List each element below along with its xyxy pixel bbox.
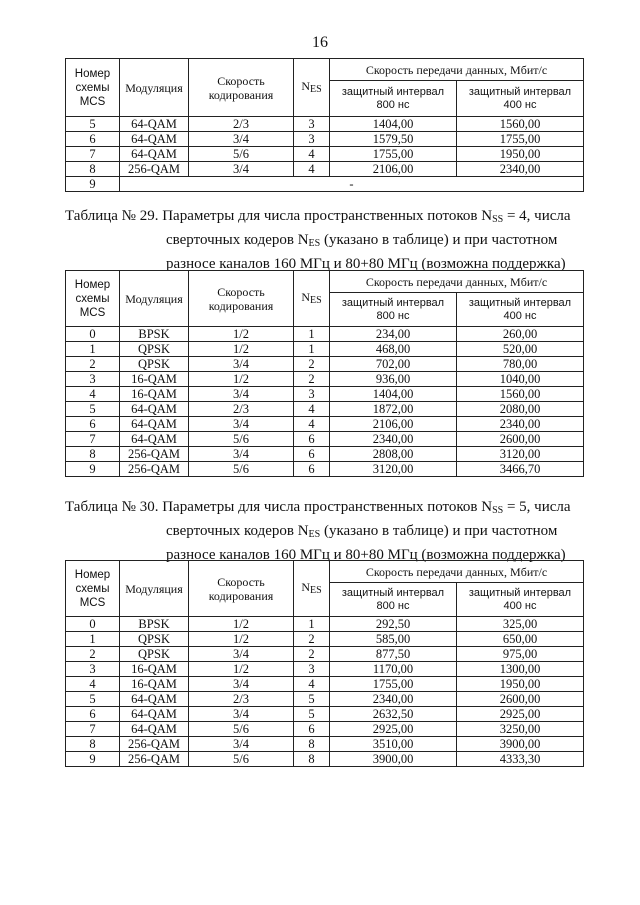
cell-coding-rate: 3/4: [189, 677, 294, 692]
cell-mcs: 5: [66, 402, 120, 417]
cell-rate-400ns: 3120,00: [457, 447, 584, 462]
cell-rate-400ns: 780,00: [457, 357, 584, 372]
cell-modulation: QPSK: [120, 632, 189, 647]
cell-modulation: 16-QAM: [120, 677, 189, 692]
cell-nes: 4: [294, 162, 330, 177]
cell-rate-400ns: 1560,00: [457, 117, 584, 132]
cell-modulation: BPSK: [120, 617, 189, 632]
cell-nes: 4: [294, 417, 330, 432]
cell-rate-400ns: 2080,00: [457, 402, 584, 417]
table-row: [66, 692, 584, 707]
cell-rate-800ns: 1170,00: [330, 662, 457, 677]
cell-rate-400ns: 2600,00: [457, 692, 584, 707]
cell-rate-400ns: 1950,00: [457, 677, 584, 692]
table-row: [66, 677, 584, 692]
cell-mcs: 4: [66, 387, 120, 402]
cell-nes: 6: [294, 447, 330, 462]
cell-mcs: 9: [66, 177, 120, 192]
cell-modulation: BPSK: [120, 327, 189, 342]
table-row: [66, 432, 584, 447]
table-row: [66, 327, 584, 342]
cell-mcs: 8: [66, 162, 120, 177]
cell-rate-400ns: 2925,00: [457, 707, 584, 722]
cell-mcs: 3: [66, 372, 120, 387]
cell-rate-800ns: 3510,00: [330, 737, 457, 752]
header-mcs: Номер схемы MCS: [66, 271, 120, 327]
cell-coding-rate: 3/4: [189, 132, 294, 147]
cell-nes: 3: [294, 662, 330, 677]
cell-rate-800ns: 2808,00: [330, 447, 457, 462]
cell-mcs: 3: [66, 662, 120, 677]
cell-coding-rate: 5/6: [189, 147, 294, 162]
cell-nes: 3: [294, 132, 330, 147]
table-row: [66, 402, 584, 417]
cell-rate-400ns: 260,00: [457, 327, 584, 342]
cell-coding-rate: 3/4: [189, 357, 294, 372]
header-mcs: Номер схемы MCS: [66, 59, 120, 117]
cell-modulation: 64-QAM: [120, 692, 189, 707]
cell-rate-800ns: 234,00: [330, 327, 457, 342]
cell-mcs: 5: [66, 692, 120, 707]
table-row: [66, 342, 584, 357]
cell-coding-rate: 1/2: [189, 617, 294, 632]
cell-coding-rate: 3/4: [189, 387, 294, 402]
cell-coding-rate: 1/2: [189, 662, 294, 677]
cell-nes: 5: [294, 707, 330, 722]
cell-mcs: 5: [66, 117, 120, 132]
cell-rate-800ns: 3900,00: [330, 752, 457, 767]
table-row: [66, 177, 584, 192]
cell-mcs: 8: [66, 737, 120, 752]
cell-nes: 1: [294, 327, 330, 342]
cell-rate-800ns: 1872,00: [330, 402, 457, 417]
cell-modulation: QPSK: [120, 357, 189, 372]
cell-nes: 4: [294, 402, 330, 417]
cell-modulation: 64-QAM: [120, 132, 189, 147]
table-row: [66, 647, 584, 662]
cell-coding-rate: 5/6: [189, 752, 294, 767]
table-row: [66, 662, 584, 677]
cell-mcs: 7: [66, 147, 120, 162]
cell-nes: 2: [294, 357, 330, 372]
cell-rate-800ns: 2340,00: [330, 692, 457, 707]
table-row: [66, 132, 584, 147]
cell-mcs: 8: [66, 447, 120, 462]
cell-rate-400ns: 2340,00: [457, 162, 584, 177]
table-row: [66, 417, 584, 432]
table-29: [65, 270, 584, 477]
cell-mcs: 0: [66, 327, 120, 342]
cell-mcs: 0: [66, 617, 120, 632]
cell-mcs: 6: [66, 707, 120, 722]
cell-modulation: 64-QAM: [120, 722, 189, 737]
page-number: 16: [312, 34, 328, 51]
header-coding-rate: Скорость кодирования: [189, 59, 294, 117]
cell-nes: 1: [294, 617, 330, 632]
cell-modulation: 16-QAM: [120, 387, 189, 402]
header-coding-rate: Скорость кодирования: [189, 561, 294, 617]
table-row: [66, 752, 584, 767]
cell-rate-800ns: 702,00: [330, 357, 457, 372]
cell-rate-400ns: 2600,00: [457, 432, 584, 447]
cell-rate-800ns: 2340,00: [330, 432, 457, 447]
header-mcs: Номер схемы MCS: [66, 561, 120, 617]
header-coding-rate: Скорость кодирования: [189, 271, 294, 327]
cell-modulation: 256-QAM: [120, 162, 189, 177]
header-data-rate: Скорость передачи данных, Мбит/с: [330, 271, 584, 293]
cell-rate-400ns: 325,00: [457, 617, 584, 632]
cell-modulation: 256-QAM: [120, 752, 189, 767]
cell-coding-rate: 3/4: [189, 162, 294, 177]
header-gi-800: защитный интервал 800 нс: [330, 81, 457, 117]
cell-nes: 3: [294, 387, 330, 402]
header-nes: $N_{ES}$: [294, 59, 330, 117]
header-modulation: Модуляция: [120, 59, 189, 117]
header-modulation: Модуляция: [120, 271, 189, 327]
cell-coding-rate: 3/4: [189, 417, 294, 432]
cell-modulation: 256-QAM: [120, 462, 189, 477]
cell-coding-rate: 5/6: [189, 462, 294, 477]
cell-rate-800ns: 585,00: [330, 632, 457, 647]
cell-mcs: 2: [66, 647, 120, 662]
cell-rate-400ns: 3466,70: [457, 462, 584, 477]
cell-rate-800ns: 1404,00: [330, 117, 457, 132]
cell-rate-400ns: 2340,00: [457, 417, 584, 432]
header-nes: $N_{ES}$: [294, 271, 330, 327]
cell-mcs: 1: [66, 632, 120, 647]
cell-coding-rate: 2/3: [189, 402, 294, 417]
cell-coding-rate: 2/3: [189, 117, 294, 132]
cell-nes: 2: [294, 632, 330, 647]
cell-rate-400ns: 3250,00: [457, 722, 584, 737]
cell-coding-rate: 3/4: [189, 447, 294, 462]
table-29-caption: Таблица № 29. Параметры для числа пространственных потоков $N_{SS} = 4$, числа сверточных кодеров $N_{ES}$ (указано в таблице) и при частотном разносе каналов 160 МГц и 80+80 МГц (возможна поддержка): [65, 208, 571, 272]
cell-rate-800ns: 3120,00: [330, 462, 457, 477]
table-30: [65, 560, 584, 767]
cell-nes: 4: [294, 677, 330, 692]
table-row: [66, 617, 584, 632]
cell-rate-800ns: 2106,00: [330, 417, 457, 432]
table-row: [66, 357, 584, 372]
header-gi-400: защитный интервал 400 нс: [457, 293, 584, 327]
cell-coding-rate: 5/6: [189, 722, 294, 737]
cell-rate-400ns: 1950,00: [457, 147, 584, 162]
cell-mcs: 1: [66, 342, 120, 357]
cell-modulation: QPSK: [120, 342, 189, 357]
table-row: [66, 117, 584, 132]
cell-coding-rate: 1/2: [189, 327, 294, 342]
cell-rate-800ns: 936,00: [330, 372, 457, 387]
cell-modulation: 256-QAM: [120, 447, 189, 462]
cell-rate-800ns: 292,50: [330, 617, 457, 632]
cell-nes: 6: [294, 722, 330, 737]
cell-modulation: 64-QAM: [120, 402, 189, 417]
cell-modulation: 16-QAM: [120, 372, 189, 387]
cell-mcs: 4: [66, 677, 120, 692]
cell-coding-rate: 3/4: [189, 737, 294, 752]
cell-modulation: 64-QAM: [120, 117, 189, 132]
cell-rate-400ns: 1755,00: [457, 132, 584, 147]
cell-rate-400ns: 1040,00: [457, 372, 584, 387]
table-row: [66, 387, 584, 402]
cell-coding-rate: 1/2: [189, 372, 294, 387]
cell-mcs: 9: [66, 462, 120, 477]
table-row: [66, 737, 584, 752]
cell-nes: 2: [294, 372, 330, 387]
header-data-rate: Скорость передачи данных, Мбит/с: [330, 59, 584, 81]
header-modulation: Модуляция: [120, 561, 189, 617]
cell-mcs: 7: [66, 722, 120, 737]
cell-rate-400ns: 1300,00: [457, 662, 584, 677]
table-row: [66, 462, 584, 477]
cell-mcs: 2: [66, 357, 120, 372]
cell-mcs: 6: [66, 417, 120, 432]
cell-mcs: 9: [66, 752, 120, 767]
cell-nes: 6: [294, 462, 330, 477]
cell-nes: 6: [294, 432, 330, 447]
cell-rate-800ns: 2632,50: [330, 707, 457, 722]
cell-coding-rate: 2/3: [189, 692, 294, 707]
cell-nes: 1: [294, 342, 330, 357]
header-gi-400: защитный интервал 400 нс: [457, 583, 584, 617]
cell-merged: -: [120, 177, 584, 192]
cell-mcs: 7: [66, 432, 120, 447]
cell-modulation: 64-QAM: [120, 707, 189, 722]
cell-modulation: QPSK: [120, 647, 189, 662]
cell-modulation: 16-QAM: [120, 662, 189, 677]
cell-coding-rate: 3/4: [189, 707, 294, 722]
cell-nes: 4: [294, 147, 330, 162]
cell-nes: 5: [294, 692, 330, 707]
cell-rate-800ns: 877,50: [330, 647, 457, 662]
cell-rate-400ns: 520,00: [457, 342, 584, 357]
header-gi-400: защитный интервал 400 нс: [457, 81, 584, 117]
cell-rate-800ns: 1404,00: [330, 387, 457, 402]
cell-coding-rate: 1/2: [189, 632, 294, 647]
cell-rate-800ns: 1579,50: [330, 132, 457, 147]
table-row: [66, 162, 584, 177]
cell-nes: 8: [294, 752, 330, 767]
table-row: [66, 722, 584, 737]
cell-modulation: 64-QAM: [120, 432, 189, 447]
cell-nes: 8: [294, 737, 330, 752]
cell-rate-800ns: 1755,00: [330, 147, 457, 162]
table-row: [66, 707, 584, 722]
cell-coding-rate: 5/6: [189, 432, 294, 447]
cell-rate-400ns: 3900,00: [457, 737, 584, 752]
cell-rate-400ns: 4333,30: [457, 752, 584, 767]
cell-coding-rate: 1/2: [189, 342, 294, 357]
cell-rate-800ns: 468,00: [330, 342, 457, 357]
table-30-caption: Таблица № 30. Параметры для числа пространственных потоков $N_{SS} = 5$, числа сверточных кодеров $N_{ES}$ (указано в таблице) и при частотном разносе каналов 160 МГц и 80+80 МГц (возможна поддержка): [65, 499, 571, 563]
cell-rate-800ns: 2106,00: [330, 162, 457, 177]
cell-modulation: 256-QAM: [120, 737, 189, 752]
table-row: [66, 447, 584, 462]
cell-mcs: 6: [66, 132, 120, 147]
table-row: [66, 147, 584, 162]
table-row: [66, 632, 584, 647]
cell-modulation: 64-QAM: [120, 417, 189, 432]
cell-rate-800ns: 2925,00: [330, 722, 457, 737]
header-nes: $N_{ES}$: [294, 561, 330, 617]
header-data-rate: Скорость передачи данных, Мбит/с: [330, 561, 584, 583]
cell-coding-rate: 3/4: [189, 647, 294, 662]
cell-rate-400ns: 1560,00: [457, 387, 584, 402]
table-row: [66, 372, 584, 387]
cell-rate-800ns: 1755,00: [330, 677, 457, 692]
cell-rate-400ns: 650,00: [457, 632, 584, 647]
cell-modulation: 64-QAM: [120, 147, 189, 162]
header-gi-800: защитный интервал 800 нс: [330, 293, 457, 327]
header-gi-800: защитный интервал 800 нс: [330, 583, 457, 617]
cell-rate-400ns: 975,00: [457, 647, 584, 662]
cell-nes: 2: [294, 647, 330, 662]
cell-nes: 3: [294, 117, 330, 132]
table-continuation: [65, 58, 584, 192]
